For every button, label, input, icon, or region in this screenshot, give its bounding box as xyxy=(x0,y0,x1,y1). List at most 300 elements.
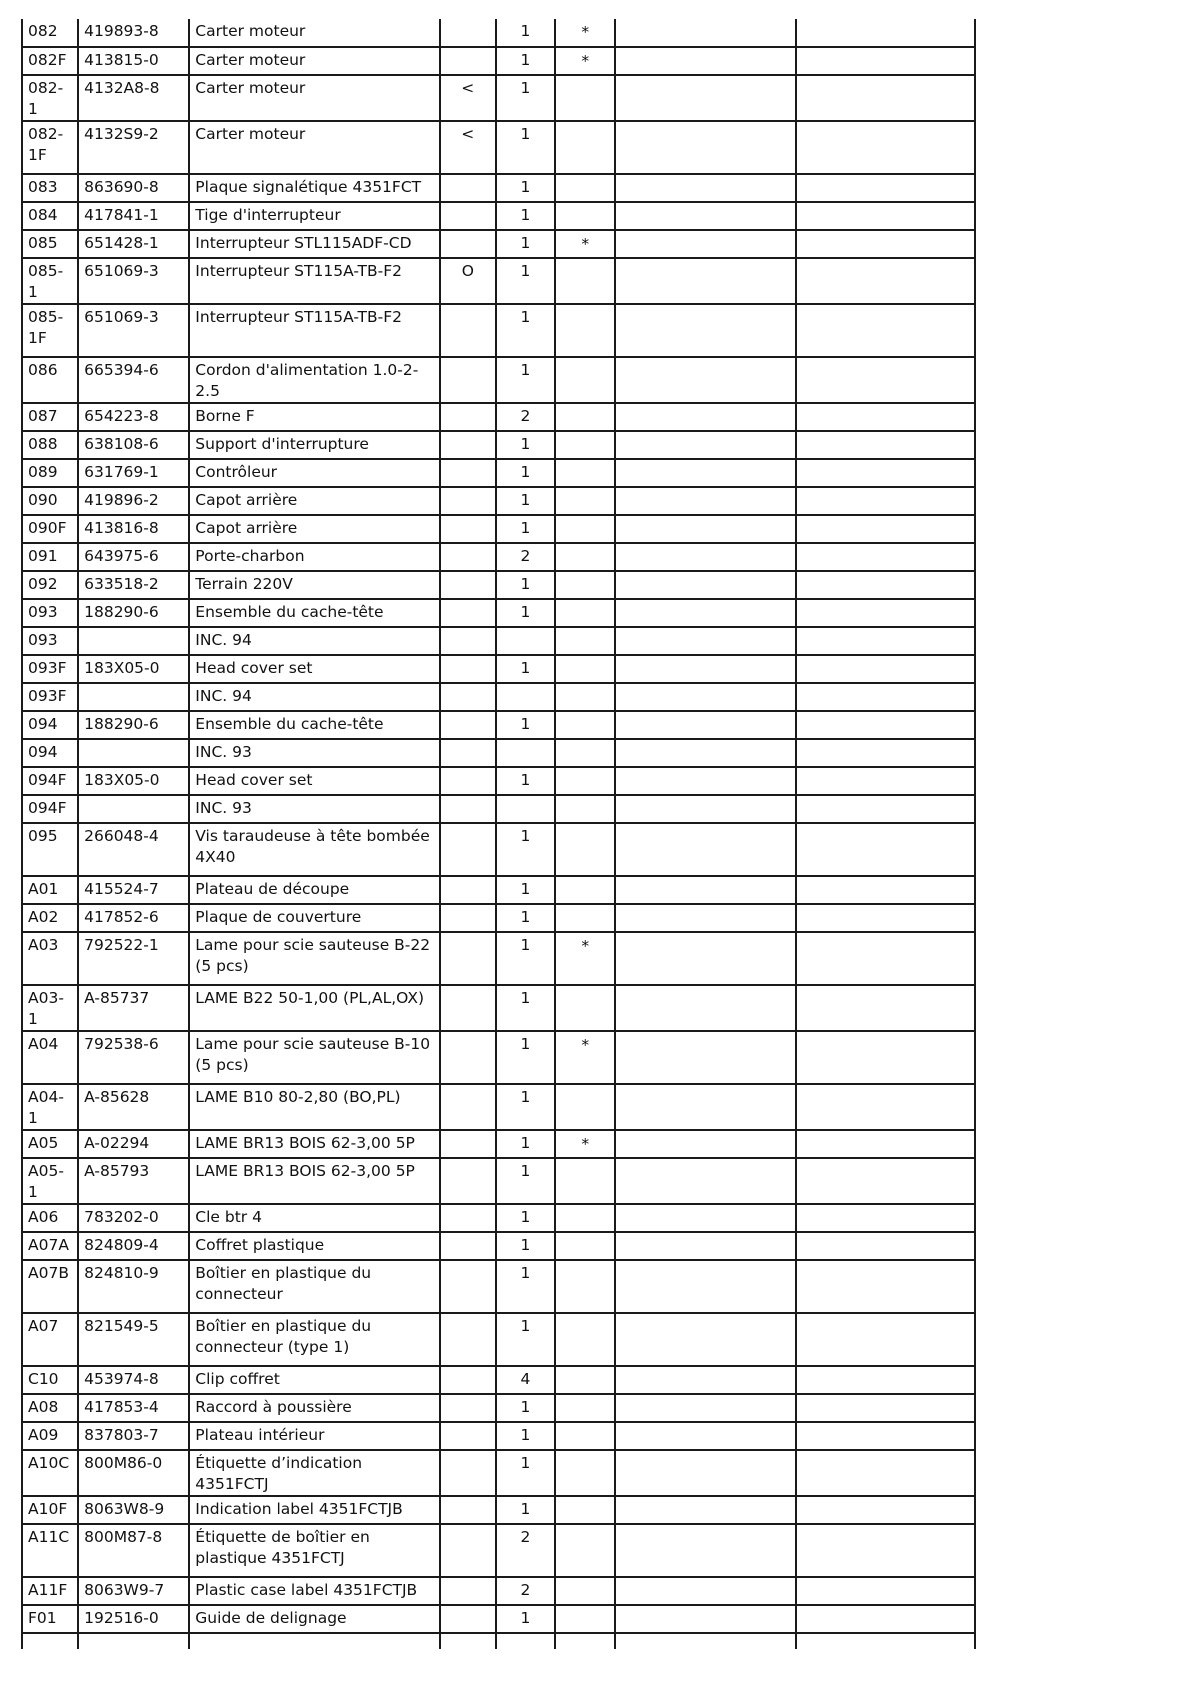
part-number-cell: A-85628 xyxy=(78,1084,189,1130)
empty-cell xyxy=(615,1031,796,1084)
table-row xyxy=(22,487,975,515)
quantity-cell: 1 xyxy=(496,1450,555,1496)
quantity-cell: 2 xyxy=(496,1577,555,1605)
marker-cell xyxy=(440,1232,496,1260)
table-row xyxy=(22,258,975,304)
marker-cell xyxy=(440,767,496,795)
description-cell: Lame pour scie sauteuse B-22 (5 pcs) xyxy=(189,932,439,985)
quantity-cell xyxy=(496,627,555,655)
description-cell: Indication label 4351FCTJB xyxy=(189,1496,439,1524)
empty-cell xyxy=(615,599,796,627)
quantity-cell: 1 xyxy=(496,47,555,75)
empty-cell xyxy=(796,1524,975,1577)
marker-cell xyxy=(440,515,496,543)
quantity-cell: 1 xyxy=(496,515,555,543)
part-number-cell: 824809-4 xyxy=(78,1232,189,1260)
empty-cell xyxy=(615,174,796,202)
item-number-cell: 094F xyxy=(22,795,78,823)
empty-cell xyxy=(796,876,975,904)
note-cell xyxy=(555,627,615,655)
part-number-cell: 419893-8 xyxy=(78,19,189,47)
part-number-cell: 4132S9-2 xyxy=(78,121,189,174)
empty-cell xyxy=(615,767,796,795)
description-cell: INC. 94 xyxy=(189,627,439,655)
quantity-cell: 1 xyxy=(496,1158,555,1204)
note-cell xyxy=(555,739,615,767)
part-number-cell: A-02294 xyxy=(78,1130,189,1158)
description-cell: INC. 93 xyxy=(189,739,439,767)
part-number-cell: 651069-3 xyxy=(78,304,189,357)
description-cell: Interrupteur ST115A-TB-F2 xyxy=(189,258,439,304)
marker-cell xyxy=(440,357,496,403)
table-row xyxy=(22,823,975,876)
empty-cell xyxy=(615,357,796,403)
note-cell xyxy=(555,304,615,357)
empty-cell xyxy=(615,19,796,47)
empty-cell xyxy=(796,767,975,795)
empty-cell xyxy=(796,357,975,403)
table-row xyxy=(22,1313,975,1366)
note-cell xyxy=(555,1158,615,1204)
empty-cell xyxy=(796,1232,975,1260)
table-row xyxy=(22,1232,975,1260)
note-cell xyxy=(555,599,615,627)
empty-cell xyxy=(796,571,975,599)
quantity-cell: 1 xyxy=(496,904,555,932)
empty-cell xyxy=(615,515,796,543)
description-cell: Carter moteur xyxy=(189,121,439,174)
quantity-cell: 1 xyxy=(496,1204,555,1232)
note-cell: * xyxy=(555,230,615,258)
item-number-cell: 092 xyxy=(22,571,78,599)
empty-cell xyxy=(796,823,975,876)
quantity-cell: 1 xyxy=(496,1031,555,1084)
marker-cell xyxy=(440,904,496,932)
description-cell: Head cover set xyxy=(189,767,439,795)
quantity-cell: 2 xyxy=(496,1524,555,1577)
empty-cell xyxy=(796,739,975,767)
quantity-cell: 1 xyxy=(496,1232,555,1260)
marker-cell xyxy=(440,1524,496,1577)
empty-cell xyxy=(796,1084,975,1130)
quantity-cell: 1 xyxy=(496,1130,555,1158)
note-cell xyxy=(555,515,615,543)
empty-cell xyxy=(796,304,975,357)
description-cell: Porte-charbon xyxy=(189,543,439,571)
item-number-cell: 085 xyxy=(22,230,78,258)
item-number-cell: A05 xyxy=(22,1130,78,1158)
marker-cell xyxy=(440,1450,496,1496)
empty-cell xyxy=(796,1577,975,1605)
empty-cell xyxy=(615,230,796,258)
note-cell xyxy=(555,1422,615,1450)
table-row xyxy=(22,431,975,459)
description-cell: Ensemble du cache-tête xyxy=(189,711,439,739)
description-cell: Carter moteur xyxy=(189,47,439,75)
table-row xyxy=(22,932,975,985)
marker-cell xyxy=(440,1204,496,1232)
empty-cell xyxy=(22,1633,78,1649)
item-number-cell: A11C xyxy=(22,1524,78,1577)
part-number-cell: 266048-4 xyxy=(78,823,189,876)
part-number-cell: 824810-9 xyxy=(78,1260,189,1313)
part-number-cell: 192516-0 xyxy=(78,1605,189,1633)
item-number-cell: 093F xyxy=(22,655,78,683)
item-number-cell: 091 xyxy=(22,543,78,571)
part-number-cell xyxy=(78,739,189,767)
note-cell xyxy=(555,459,615,487)
description-cell: Tige d'interrupteur xyxy=(189,202,439,230)
table-row xyxy=(22,515,975,543)
quantity-cell: 1 xyxy=(496,19,555,47)
quantity-cell: 1 xyxy=(496,431,555,459)
table-row xyxy=(22,1450,975,1496)
item-number-cell: 082-1F xyxy=(22,121,78,174)
part-number-cell: 792522-1 xyxy=(78,932,189,985)
empty-cell xyxy=(796,1158,975,1204)
empty-cell xyxy=(78,1633,189,1649)
part-number-cell: 188290-6 xyxy=(78,711,189,739)
empty-cell xyxy=(615,258,796,304)
note-cell xyxy=(555,1260,615,1313)
table-row xyxy=(22,711,975,739)
quantity-cell: 1 xyxy=(496,932,555,985)
description-cell: Interrupteur STL115ADF-CD xyxy=(189,230,439,258)
empty-cell xyxy=(615,1633,796,1649)
marker-cell xyxy=(440,1577,496,1605)
marker-cell xyxy=(440,1130,496,1158)
parts-table-body xyxy=(22,19,975,1649)
part-number-cell: 665394-6 xyxy=(78,357,189,403)
note-cell xyxy=(555,1313,615,1366)
marker-cell xyxy=(440,1605,496,1633)
empty-cell xyxy=(615,683,796,711)
part-number-cell: 453974-8 xyxy=(78,1366,189,1394)
table-row xyxy=(22,1158,975,1204)
quantity-cell: 1 xyxy=(496,75,555,121)
item-number-cell: 085-1F xyxy=(22,304,78,357)
quantity-cell xyxy=(496,795,555,823)
marker-cell xyxy=(440,739,496,767)
part-number-cell: 413815-0 xyxy=(78,47,189,75)
description-cell: Guide de delignage xyxy=(189,1605,439,1633)
item-number-cell: A10F xyxy=(22,1496,78,1524)
part-number-cell: 417853-4 xyxy=(78,1394,189,1422)
description-cell: Capot arrière xyxy=(189,515,439,543)
empty-cell xyxy=(615,823,796,876)
table-row xyxy=(22,75,975,121)
quantity-cell: 1 xyxy=(496,1496,555,1524)
empty-cell xyxy=(615,985,796,1031)
marker-cell xyxy=(440,487,496,515)
note-cell xyxy=(555,683,615,711)
description-cell: Plaque signalétique 4351FCT xyxy=(189,174,439,202)
empty-cell xyxy=(615,304,796,357)
empty-cell xyxy=(796,711,975,739)
quantity-cell: 1 xyxy=(496,1394,555,1422)
empty-cell xyxy=(796,1031,975,1084)
note-cell xyxy=(555,258,615,304)
table-row xyxy=(22,1204,975,1232)
empty-cell xyxy=(796,47,975,75)
table-row xyxy=(22,767,975,795)
empty-cell xyxy=(796,258,975,304)
description-cell: INC. 93 xyxy=(189,795,439,823)
description-cell: Raccord à poussière xyxy=(189,1394,439,1422)
parts-list-sheet xyxy=(21,19,976,1649)
part-number-cell xyxy=(78,683,189,711)
marker-cell xyxy=(440,1031,496,1084)
empty-cell xyxy=(796,403,975,431)
quantity-cell: 1 xyxy=(496,985,555,1031)
quantity-cell: 1 xyxy=(496,767,555,795)
empty-cell xyxy=(615,571,796,599)
item-number-cell: A04 xyxy=(22,1031,78,1084)
empty-cell xyxy=(615,1260,796,1313)
empty-cell xyxy=(615,403,796,431)
table-row xyxy=(22,599,975,627)
empty-cell xyxy=(796,431,975,459)
table-row xyxy=(22,357,975,403)
note-cell: * xyxy=(555,47,615,75)
table-row xyxy=(22,795,975,823)
part-number-cell: 783202-0 xyxy=(78,1204,189,1232)
empty-cell xyxy=(615,711,796,739)
empty-cell xyxy=(615,1450,796,1496)
part-number-cell: 417852-6 xyxy=(78,904,189,932)
item-number-cell: 090F xyxy=(22,515,78,543)
empty-cell xyxy=(615,1394,796,1422)
table-row xyxy=(22,543,975,571)
quantity-cell: 1 xyxy=(496,202,555,230)
description-cell: LAME B22 50-1,00 (PL,AL,OX) xyxy=(189,985,439,1031)
description-cell: Coffret plastique xyxy=(189,1232,439,1260)
item-number-cell: A04-1 xyxy=(22,1084,78,1130)
item-number-cell: F01 xyxy=(22,1605,78,1633)
note-cell xyxy=(555,1204,615,1232)
note-cell xyxy=(555,1084,615,1130)
table-row xyxy=(22,1366,975,1394)
table-row xyxy=(22,1084,975,1130)
empty-cell xyxy=(615,795,796,823)
quantity-cell: 1 xyxy=(496,487,555,515)
description-cell: Carter moteur xyxy=(189,75,439,121)
note-cell xyxy=(555,1232,615,1260)
empty-cell xyxy=(615,1366,796,1394)
part-number-cell xyxy=(78,627,189,655)
part-number-cell: 792538-6 xyxy=(78,1031,189,1084)
description-cell: Lame pour scie sauteuse B-10 (5 pcs) xyxy=(189,1031,439,1084)
part-number-cell: 4132A8-8 xyxy=(78,75,189,121)
part-number-cell: 800M87-8 xyxy=(78,1524,189,1577)
part-number-cell: 651069-3 xyxy=(78,258,189,304)
table-row xyxy=(22,304,975,357)
marker-cell xyxy=(440,304,496,357)
empty-cell xyxy=(615,1158,796,1204)
part-number-cell: 631769-1 xyxy=(78,459,189,487)
marker-cell xyxy=(440,932,496,985)
item-number-cell: A03-1 xyxy=(22,985,78,1031)
description-cell: Vis taraudeuse à tête bombée 4X40 xyxy=(189,823,439,876)
note-cell xyxy=(555,1524,615,1577)
marker-cell xyxy=(440,683,496,711)
part-number-cell: 821549-5 xyxy=(78,1313,189,1366)
empty-cell xyxy=(796,1313,975,1366)
empty-cell xyxy=(615,932,796,985)
part-number-cell: 837803-7 xyxy=(78,1422,189,1450)
note-cell xyxy=(555,571,615,599)
description-cell: Carter moteur xyxy=(189,19,439,47)
description-cell: Étiquette d’indication 4351FCTJ xyxy=(189,1450,439,1496)
item-number-cell: A10C xyxy=(22,1450,78,1496)
empty-cell xyxy=(796,904,975,932)
item-number-cell: 084 xyxy=(22,202,78,230)
table-row xyxy=(22,47,975,75)
description-cell: LAME B10 80-2,80 (BO,PL) xyxy=(189,1084,439,1130)
empty-cell xyxy=(615,1605,796,1633)
item-number-cell: 082-1 xyxy=(22,75,78,121)
part-number-cell: 651428-1 xyxy=(78,230,189,258)
marker-cell xyxy=(440,1260,496,1313)
empty-cell xyxy=(796,627,975,655)
description-cell: Plastic case label 4351FCTJB xyxy=(189,1577,439,1605)
part-number-cell: 800M86-0 xyxy=(78,1450,189,1496)
empty-cell xyxy=(796,1450,975,1496)
empty-cell xyxy=(796,795,975,823)
description-cell: Ensemble du cache-tête xyxy=(189,599,439,627)
quantity-cell xyxy=(496,739,555,767)
quantity-cell: 1 xyxy=(496,823,555,876)
quantity-cell: 1 xyxy=(496,357,555,403)
empty-cell xyxy=(615,1496,796,1524)
empty-cell xyxy=(615,1524,796,1577)
quantity-cell: 1 xyxy=(496,599,555,627)
description-cell: Clip coffret xyxy=(189,1366,439,1394)
marker-cell xyxy=(440,1496,496,1524)
empty-cell xyxy=(796,599,975,627)
quantity-cell: 1 xyxy=(496,1084,555,1130)
empty-cell xyxy=(189,1633,439,1649)
table-row xyxy=(22,1577,975,1605)
empty-cell xyxy=(796,543,975,571)
part-number-cell: 643975-6 xyxy=(78,543,189,571)
item-number-cell: A01 xyxy=(22,876,78,904)
description-cell: Cle btr 4 xyxy=(189,1204,439,1232)
description-cell: Étiquette de boîtier en plastique 4351FCTJ xyxy=(189,1524,439,1577)
empty-cell xyxy=(796,1394,975,1422)
table-row xyxy=(22,985,975,1031)
description-cell: Support d'interrupture xyxy=(189,431,439,459)
table-row xyxy=(22,1524,975,1577)
note-cell xyxy=(555,1394,615,1422)
quantity-cell: 1 xyxy=(496,459,555,487)
empty-cell xyxy=(615,487,796,515)
marker-cell xyxy=(440,459,496,487)
description-cell: Borne F xyxy=(189,403,439,431)
item-number-cell: 094F xyxy=(22,767,78,795)
empty-cell xyxy=(796,515,975,543)
quantity-cell: 1 xyxy=(496,655,555,683)
note-cell xyxy=(555,1496,615,1524)
note-cell xyxy=(555,795,615,823)
part-number-cell: 188290-6 xyxy=(78,599,189,627)
marker-cell xyxy=(440,571,496,599)
marker-cell: < xyxy=(440,75,496,121)
quantity-cell: 1 xyxy=(496,571,555,599)
marker-cell: O xyxy=(440,258,496,304)
empty-cell xyxy=(796,174,975,202)
table-row xyxy=(22,1031,975,1084)
empty-cell xyxy=(615,75,796,121)
empty-cell xyxy=(796,1422,975,1450)
note-cell xyxy=(555,174,615,202)
item-number-cell: A05-1 xyxy=(22,1158,78,1204)
table-row xyxy=(22,683,975,711)
quantity-cell: 2 xyxy=(496,403,555,431)
description-cell: Plaque de couverture xyxy=(189,904,439,932)
item-number-cell: A02 xyxy=(22,904,78,932)
item-number-cell: C10 xyxy=(22,1366,78,1394)
part-number-cell: 419896-2 xyxy=(78,487,189,515)
empty-cell xyxy=(796,121,975,174)
quantity-cell: 1 xyxy=(496,230,555,258)
description-cell: Cordon d'alimentation 1.0-2-2.5 xyxy=(189,357,439,403)
empty-cell xyxy=(796,487,975,515)
table-row xyxy=(22,230,975,258)
item-number-cell: 083 xyxy=(22,174,78,202)
marker-cell xyxy=(440,431,496,459)
empty-cell xyxy=(796,230,975,258)
note-cell xyxy=(555,985,615,1031)
empty-cell xyxy=(615,1232,796,1260)
table-row xyxy=(22,655,975,683)
quantity-cell: 1 xyxy=(496,1605,555,1633)
empty-cell xyxy=(615,876,796,904)
table-row xyxy=(22,739,975,767)
description-cell: Terrain 220V xyxy=(189,571,439,599)
empty-cell xyxy=(796,1204,975,1232)
empty-cell xyxy=(796,683,975,711)
description-cell: Interrupteur ST115A-TB-F2 xyxy=(189,304,439,357)
quantity-cell: 1 xyxy=(496,711,555,739)
table-row xyxy=(22,1394,975,1422)
note-cell xyxy=(555,121,615,174)
description-cell: LAME BR13 BOIS 62-3,00 5P xyxy=(189,1158,439,1204)
marker-cell: < xyxy=(440,121,496,174)
empty-cell xyxy=(615,121,796,174)
quantity-cell xyxy=(496,683,555,711)
empty-cell xyxy=(615,1084,796,1130)
empty-cell xyxy=(555,1633,615,1649)
marker-cell xyxy=(440,627,496,655)
table-row xyxy=(22,1605,975,1633)
table-row xyxy=(22,876,975,904)
part-number-cell: 415524-7 xyxy=(78,876,189,904)
part-number-cell: 183X05-0 xyxy=(78,655,189,683)
item-number-cell: A09 xyxy=(22,1422,78,1450)
table-row xyxy=(22,459,975,487)
quantity-cell: 1 xyxy=(496,258,555,304)
marker-cell xyxy=(440,1394,496,1422)
empty-cell xyxy=(796,75,975,121)
item-number-cell: 082 xyxy=(22,19,78,47)
description-cell: Contrôleur xyxy=(189,459,439,487)
marker-cell xyxy=(440,1313,496,1366)
marker-cell xyxy=(440,1366,496,1394)
marker-cell xyxy=(440,230,496,258)
empty-cell xyxy=(496,1633,555,1649)
part-number-cell: 863690-8 xyxy=(78,174,189,202)
